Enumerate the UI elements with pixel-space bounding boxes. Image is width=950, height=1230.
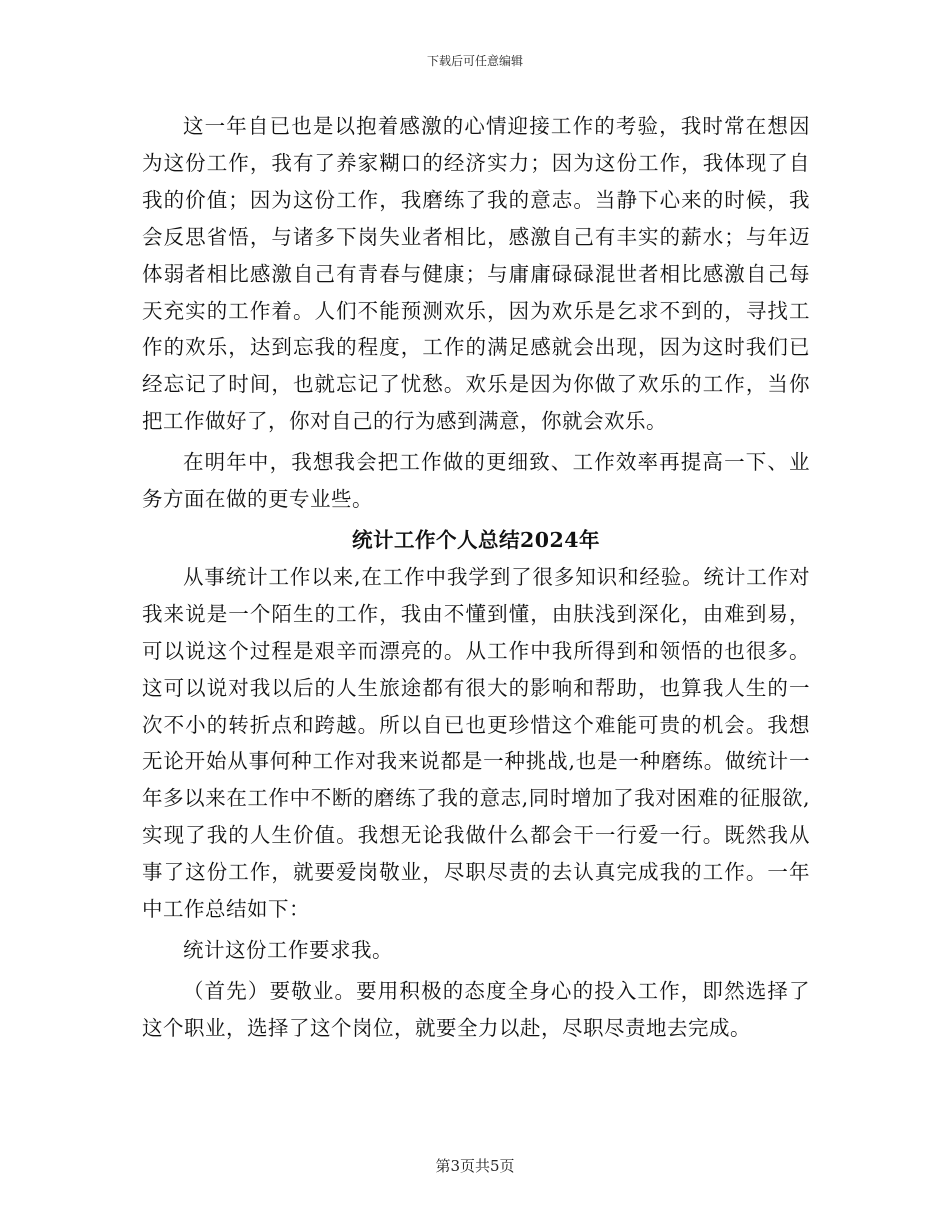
section-title: 统计工作个人总结2024年: [351, 527, 601, 552]
page-header: 下载后可任意编辑: [426, 54, 523, 68]
paragraph: 统计这份工作要求我。: [183, 937, 393, 962]
paragraph: 这一年自已也是以抱着感激的心情迎接工作的考验，我时常在想因为这份工作，我有了养家糊口的经济实力；因为这份工作，我体现了自我的价值；因为这份工作，我磨练了我的意志。当静下心来的时候，我会反思省悟，与诸多下岗失业者相比，感激自己有丰实的薪水；与年迈体弱者相比感激自己有青春与健康；与庸庸碌碌混世者相比感激自己每天充实的工作着。人们不能预测欢乐，因为欢乐是乞求不到的，寻找工作的欢乐，达到忘我的程度，工作的满足感就会出现，因为这时我们已经忘记了时间，也就忘记了忧愁。欢乐是因为你做了欢乐的工作，当你把工作做好了，你对自己的行为感到满意，你就会欢乐。: [142, 114, 810, 434]
page-footer: 第3页共5页: [435, 1157, 515, 1175]
paragraph: 在明年中，我想我会把工作做的更细致、工作效率再提高一下、业务方面在做的更专业些。: [142, 450, 810, 512]
paragraph: 从事统计工作以来,在工作中我学到了很多知识和经验。统计工作对我来说是一个陌生的工作，我由不懂到懂，由肤浅到深化，由难到易，可以说这个过程是艰辛而漂亮的。从工作中我所得到和领悟的也很多。这可以说对我以后的人生旅途都有很大的影响和帮助，也算我人生的一次不小的转折点和跨越。所以自已也更珍惜这个难能可贵的机会。我想无论开始从事何种工作对我来说都是一种挑战,也是一种磨练。做统计一年多以来在工作中不断的磨练了我的意志,同时增加了我对困难的征服欲,实现了我的人生价值。我想无论我做什么都会干一行爱一行。既然我从事了这份工作，就要爱岗敬业，尽职尽责的去认真完成我的工作。一年中工作总结如下：: [142, 564, 810, 922]
paragraph: （首先）要敬业。要用积极的态度全身心的投入工作，即然选择了这个职业，选择了这个岗位，就要全力以赴，尽职尽责地去完成。: [142, 978, 810, 1040]
document-body: [142, 108, 810, 1047]
